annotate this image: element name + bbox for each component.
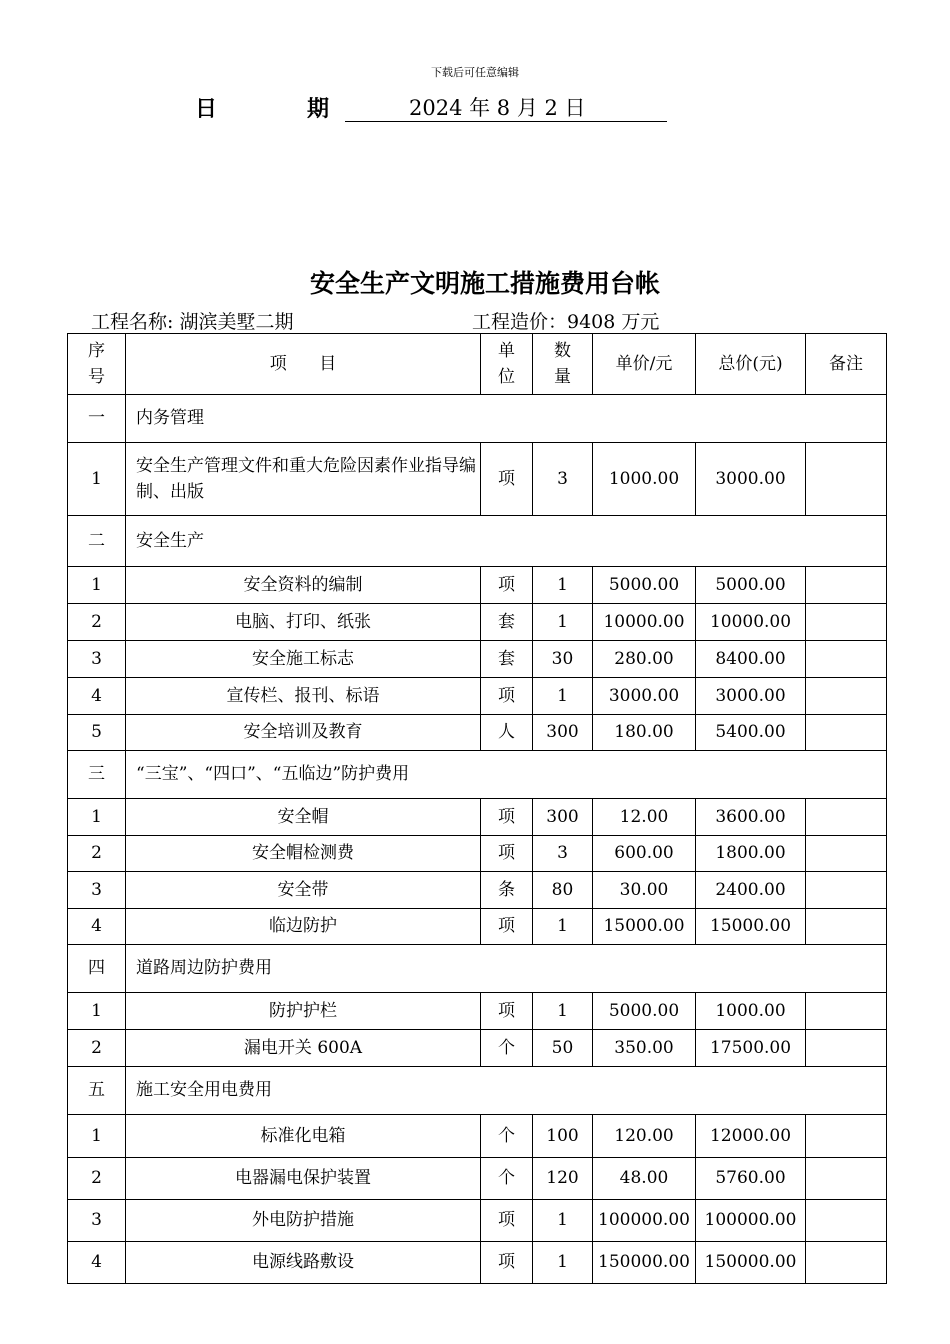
section-number: 四 bbox=[68, 945, 126, 993]
cell-seq: 2 bbox=[68, 836, 126, 872]
section-title: 道路周边防护费用 bbox=[126, 945, 887, 993]
header-item: 项 目 bbox=[126, 334, 481, 395]
ledger-title: 安全生产文明施工措施费用台帐 bbox=[309, 269, 660, 298]
cell-total: 100000.00 bbox=[696, 1200, 806, 1242]
cell-qty: 100 bbox=[533, 1115, 593, 1158]
table-row bbox=[68, 604, 887, 641]
cell-unit: 套 bbox=[481, 641, 533, 678]
cell-item-name: 安全帽检测费 bbox=[126, 836, 481, 872]
date-value-field bbox=[345, 92, 667, 122]
cell-qty: 3 bbox=[533, 443, 593, 516]
cell-seq: 4 bbox=[68, 678, 126, 715]
section-title: 安全生产 bbox=[126, 516, 887, 567]
cell-note bbox=[806, 872, 887, 909]
section-row bbox=[68, 945, 887, 993]
cell-note bbox=[806, 1030, 887, 1067]
section-number: 三 bbox=[68, 751, 126, 799]
cell-note bbox=[806, 715, 887, 751]
cell-seq: 2 bbox=[68, 604, 126, 641]
cell-total: 12000.00 bbox=[696, 1115, 806, 1158]
table-header-row bbox=[68, 334, 887, 395]
expense-ledger-table bbox=[67, 333, 887, 1284]
table-row bbox=[68, 909, 887, 945]
cell-total: 5400.00 bbox=[696, 715, 806, 751]
section-number: 二 bbox=[68, 516, 126, 567]
header-qty-label: 数量 bbox=[554, 341, 571, 387]
cell-seq: 1 bbox=[68, 993, 126, 1030]
cell-unit-price: 600.00 bbox=[593, 836, 696, 872]
table-row bbox=[68, 1158, 887, 1200]
date-label-period: 期 bbox=[307, 97, 330, 122]
cell-total: 5000.00 bbox=[696, 567, 806, 604]
cell-unit: 个 bbox=[481, 1115, 533, 1158]
cell-note bbox=[806, 443, 887, 516]
cell-note bbox=[806, 1115, 887, 1158]
cell-seq: 4 bbox=[68, 1242, 126, 1284]
section-row bbox=[68, 1067, 887, 1115]
cell-total: 1000.00 bbox=[696, 993, 806, 1030]
cell-note bbox=[806, 799, 887, 836]
section-number: 五 bbox=[68, 1067, 126, 1115]
cell-total: 15000.00 bbox=[696, 909, 806, 945]
cell-unit: 项 bbox=[481, 567, 533, 604]
cell-note bbox=[806, 993, 887, 1030]
cell-item-name: 宣传栏、报刊、标语 bbox=[126, 678, 481, 715]
cell-seq: 1 bbox=[68, 443, 126, 516]
cell-unit: 项 bbox=[481, 1200, 533, 1242]
cell-item-name: 漏电开关 600A bbox=[126, 1030, 481, 1067]
cell-unit-price: 350.00 bbox=[593, 1030, 696, 1067]
section-row bbox=[68, 516, 887, 567]
header-total: 总价(元) bbox=[696, 334, 806, 395]
cell-seq: 3 bbox=[68, 1200, 126, 1242]
cell-total: 8400.00 bbox=[696, 641, 806, 678]
cell-item-name: 安全培训及教育 bbox=[126, 715, 481, 751]
cell-qty: 120 bbox=[533, 1158, 593, 1200]
cell-item-name: 标准化电箱 bbox=[126, 1115, 481, 1158]
cell-seq: 1 bbox=[68, 567, 126, 604]
cell-item-name: 安全资料的编制 bbox=[126, 567, 481, 604]
table-row bbox=[68, 799, 887, 836]
table-row bbox=[68, 678, 887, 715]
section-row bbox=[68, 395, 887, 443]
cell-unit-price: 5000.00 bbox=[593, 567, 696, 604]
cell-unit: 项 bbox=[481, 799, 533, 836]
header-seq-label: 序号 bbox=[88, 341, 105, 387]
table-row bbox=[68, 641, 887, 678]
table-row bbox=[68, 1242, 887, 1284]
cell-note bbox=[806, 1200, 887, 1242]
section-title: 施工安全用电费用 bbox=[126, 1067, 887, 1115]
cell-total: 5760.00 bbox=[696, 1158, 806, 1200]
cell-total: 2400.00 bbox=[696, 872, 806, 909]
cell-total: 150000.00 bbox=[696, 1242, 806, 1284]
date-label-day: 日 bbox=[195, 97, 218, 122]
table-row bbox=[68, 1030, 887, 1067]
cell-unit-price: 100000.00 bbox=[593, 1200, 696, 1242]
cell-qty: 300 bbox=[533, 715, 593, 751]
cell-unit: 套 bbox=[481, 604, 533, 641]
cell-total: 10000.00 bbox=[696, 604, 806, 641]
cell-seq: 1 bbox=[68, 799, 126, 836]
cell-seq: 2 bbox=[68, 1030, 126, 1067]
cell-qty: 1 bbox=[533, 678, 593, 715]
cell-total: 17500.00 bbox=[696, 1030, 806, 1067]
cell-item-name: 安全施工标志 bbox=[126, 641, 481, 678]
cell-unit: 人 bbox=[481, 715, 533, 751]
section-number: 一 bbox=[68, 395, 126, 443]
cell-qty: 300 bbox=[533, 799, 593, 836]
cell-unit: 项 bbox=[481, 1242, 533, 1284]
cell-qty: 1 bbox=[533, 909, 593, 945]
cell-unit-price: 5000.00 bbox=[593, 993, 696, 1030]
cell-item-name: 外电防护措施 bbox=[126, 1200, 481, 1242]
cell-note bbox=[806, 604, 887, 641]
cell-qty: 1 bbox=[533, 1242, 593, 1284]
cell-total: 3600.00 bbox=[696, 799, 806, 836]
cell-item-name: 临边防护 bbox=[126, 909, 481, 945]
cell-seq: 3 bbox=[68, 872, 126, 909]
cell-unit: 个 bbox=[481, 1158, 533, 1200]
section-title: “三宝”、“四口”、“五临边”防护费用 bbox=[126, 751, 887, 799]
date-label bbox=[195, 92, 330, 123]
cell-qty: 3 bbox=[533, 836, 593, 872]
cell-unit-price: 180.00 bbox=[593, 715, 696, 751]
section-title: 内务管理 bbox=[126, 395, 887, 443]
cell-total: 1800.00 bbox=[696, 836, 806, 872]
table-body bbox=[68, 395, 887, 1284]
cell-item-name: 安全带 bbox=[126, 872, 481, 909]
header-unit bbox=[481, 334, 533, 395]
cell-note bbox=[806, 909, 887, 945]
cell-seq: 1 bbox=[68, 1115, 126, 1158]
cell-total: 3000.00 bbox=[696, 678, 806, 715]
cell-note bbox=[806, 1242, 887, 1284]
cell-unit: 项 bbox=[481, 443, 533, 516]
table-row bbox=[68, 993, 887, 1030]
cell-unit: 项 bbox=[481, 909, 533, 945]
cell-item-name: 防护护栏 bbox=[126, 993, 481, 1030]
header-note: 备注 bbox=[806, 334, 887, 395]
cell-qty: 1 bbox=[533, 1200, 593, 1242]
cell-unit-price: 12.00 bbox=[593, 799, 696, 836]
table-row bbox=[68, 715, 887, 751]
cell-unit: 条 bbox=[481, 872, 533, 909]
cell-qty: 1 bbox=[533, 993, 593, 1030]
header-price: 单价/元 bbox=[593, 334, 696, 395]
cell-qty: 1 bbox=[533, 567, 593, 604]
cell-qty: 50 bbox=[533, 1030, 593, 1067]
cell-item-name: 安全生产管理文件和重大危险因素作业指导编制、出版 bbox=[126, 443, 481, 516]
cell-seq: 5 bbox=[68, 715, 126, 751]
cell-unit-price: 30.00 bbox=[593, 872, 696, 909]
cell-note bbox=[806, 641, 887, 678]
cell-seq: 2 bbox=[68, 1158, 126, 1200]
header-unit-label: 单位 bbox=[498, 341, 515, 387]
cell-unit: 个 bbox=[481, 1030, 533, 1067]
cell-note bbox=[806, 836, 887, 872]
cell-total: 3000.00 bbox=[696, 443, 806, 516]
cell-unit-price: 48.00 bbox=[593, 1158, 696, 1200]
cell-note bbox=[806, 1158, 887, 1200]
cell-note bbox=[806, 567, 887, 604]
cell-item-name: 电脑、打印、纸张 bbox=[126, 604, 481, 641]
cell-qty: 80 bbox=[533, 872, 593, 909]
cell-unit-price: 280.00 bbox=[593, 641, 696, 678]
cell-unit-price: 120.00 bbox=[593, 1115, 696, 1158]
table-row bbox=[68, 872, 887, 909]
cell-unit-price: 150000.00 bbox=[593, 1242, 696, 1284]
cell-unit: 项 bbox=[481, 993, 533, 1030]
header-qty bbox=[533, 334, 593, 395]
cell-unit-price: 15000.00 bbox=[593, 909, 696, 945]
cell-item-name: 电器漏电保护装置 bbox=[126, 1158, 481, 1200]
table-row bbox=[68, 836, 887, 872]
cell-seq: 4 bbox=[68, 909, 126, 945]
section-row bbox=[68, 751, 887, 799]
cell-unit-price: 10000.00 bbox=[593, 604, 696, 641]
cell-unit-price: 1000.00 bbox=[593, 443, 696, 516]
cell-unit-price: 3000.00 bbox=[593, 678, 696, 715]
header-seq bbox=[68, 334, 126, 395]
table-row bbox=[68, 1200, 887, 1242]
cell-unit: 项 bbox=[481, 678, 533, 715]
cell-seq: 3 bbox=[68, 641, 126, 678]
cell-item-name: 安全帽 bbox=[126, 799, 481, 836]
date-value: 2024 年 8 月 2 日 bbox=[409, 96, 586, 120]
project-name: 工程名称: 湖滨美墅二期 bbox=[91, 311, 294, 333]
cell-qty: 1 bbox=[533, 604, 593, 641]
cell-qty: 30 bbox=[533, 641, 593, 678]
cell-note bbox=[806, 678, 887, 715]
project-cost: 工程造价：9408 万元 bbox=[472, 311, 660, 333]
cell-unit: 项 bbox=[481, 836, 533, 872]
table-row bbox=[68, 567, 887, 604]
table-row bbox=[68, 443, 887, 516]
cell-item-name: 电源线路敷设 bbox=[126, 1242, 481, 1284]
top-note: 下载后可任意编辑 bbox=[431, 66, 519, 79]
table-row bbox=[68, 1115, 887, 1158]
